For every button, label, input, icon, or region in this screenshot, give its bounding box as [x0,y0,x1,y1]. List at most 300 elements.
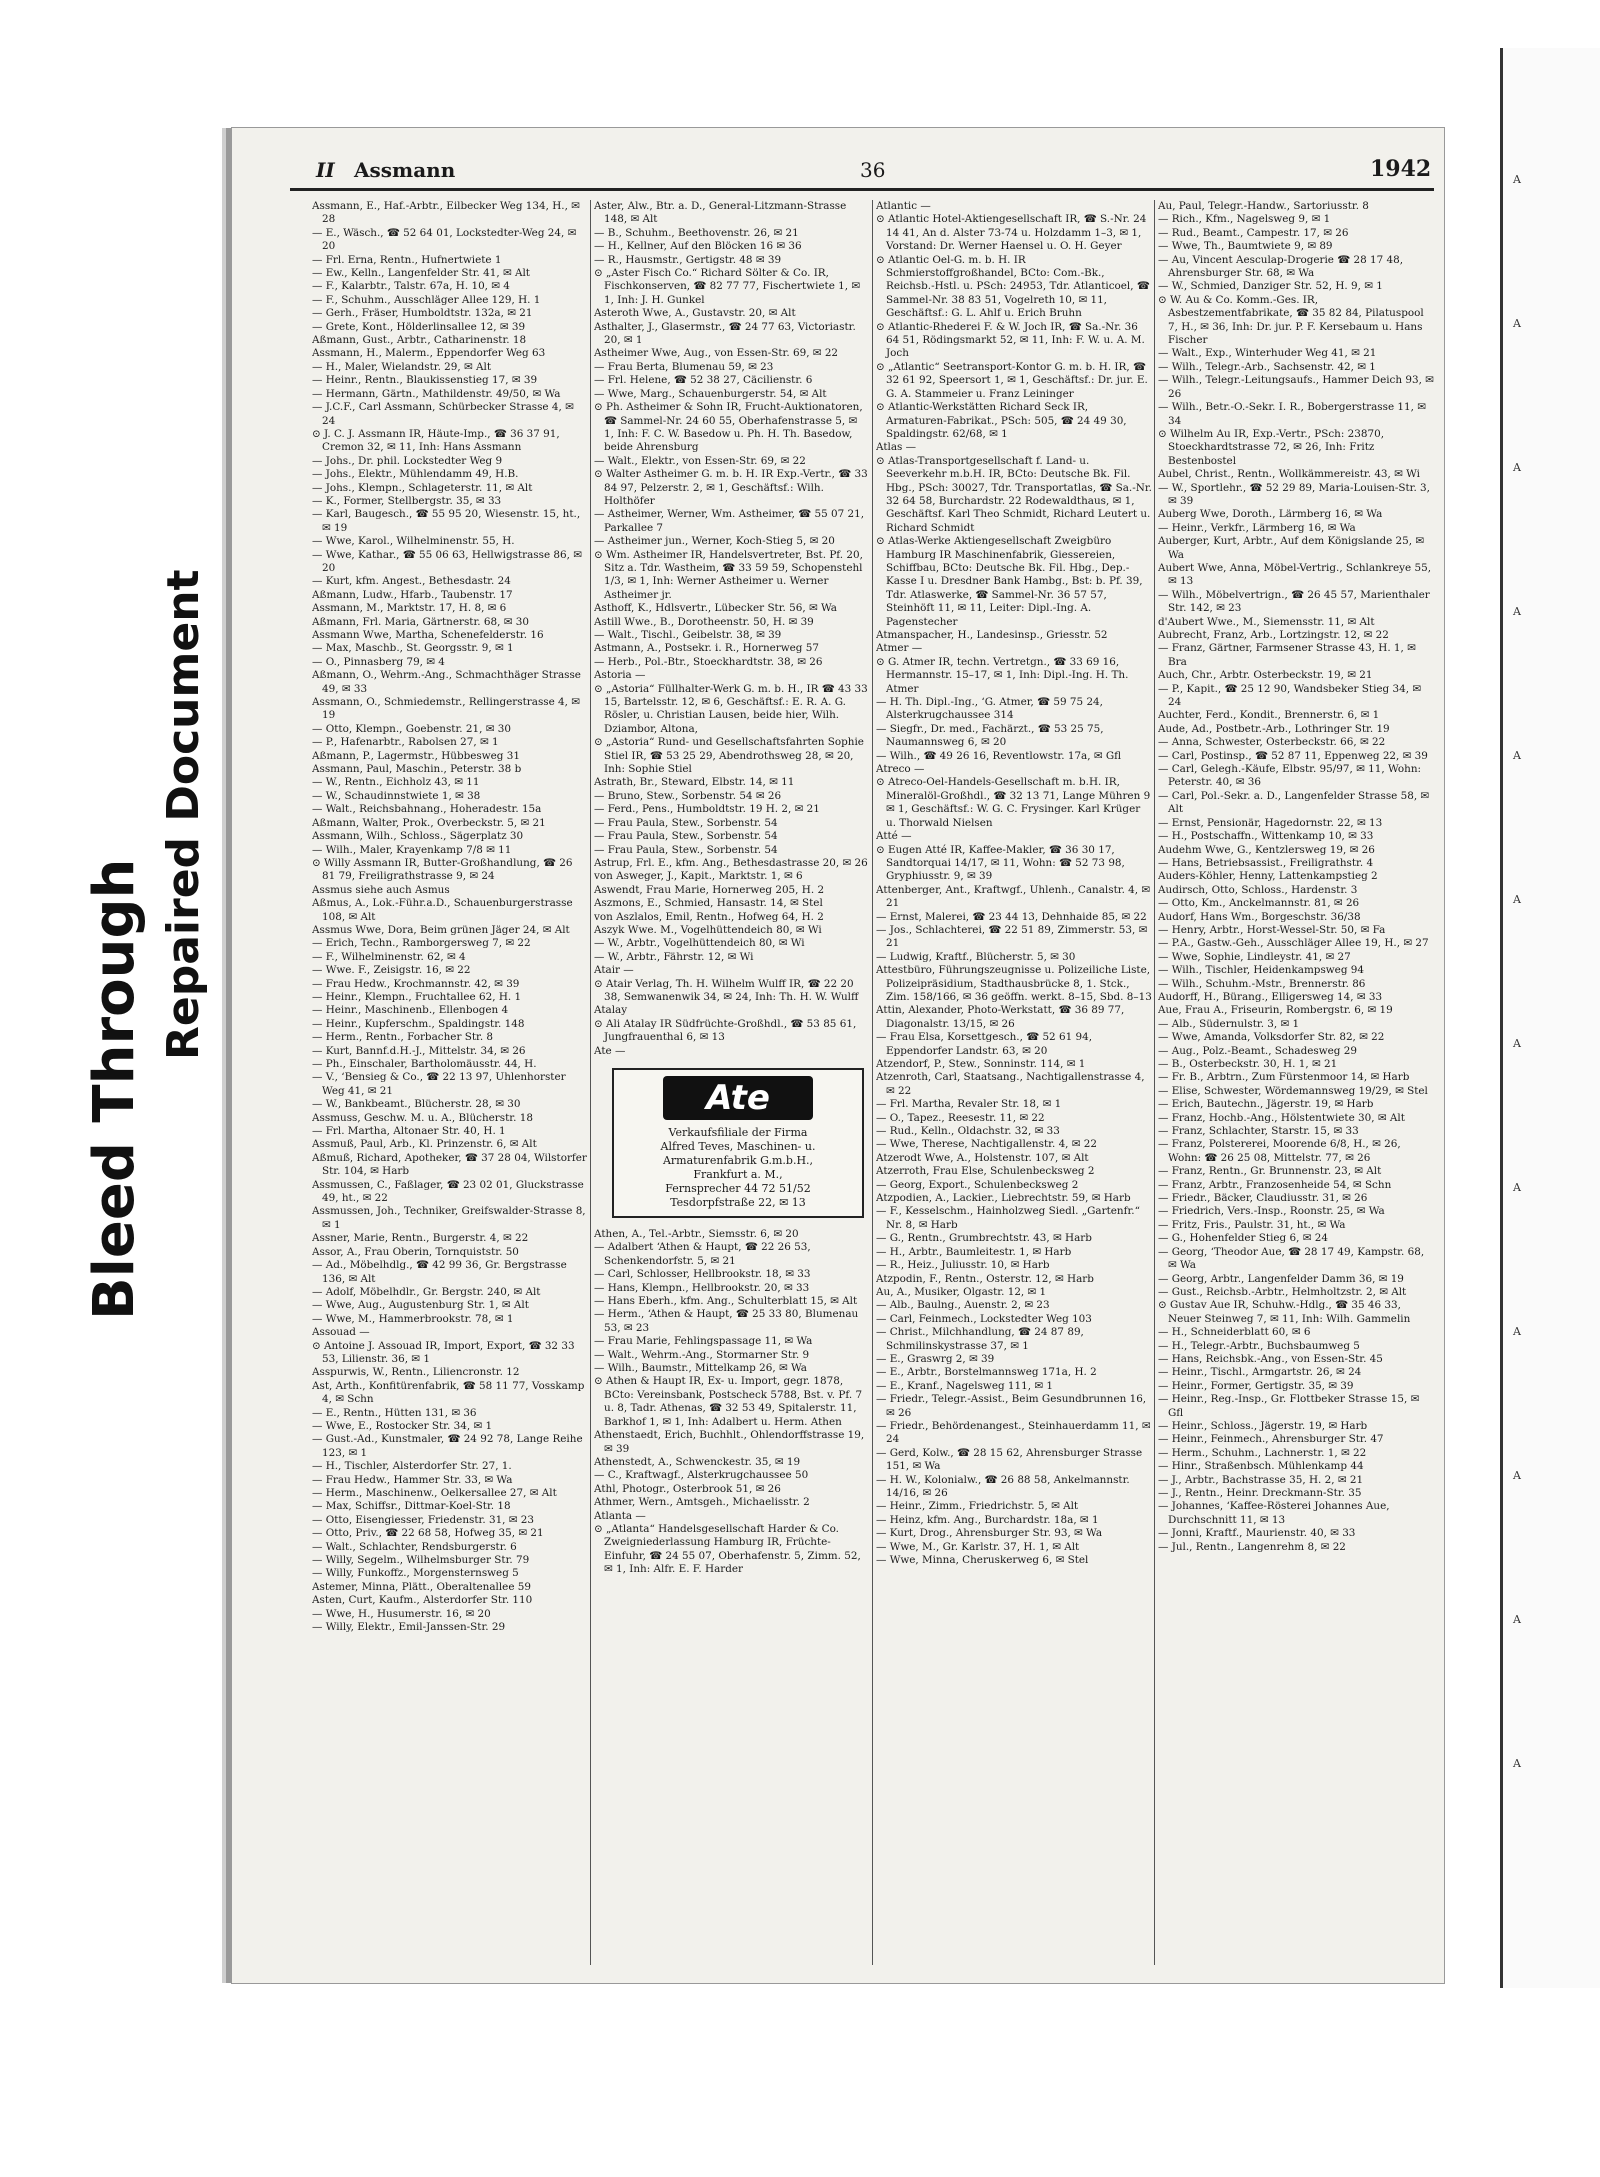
directory-entry: — H., Postschaffn., Wittenkamp 10, ✉ 33 [1158,830,1374,843]
directory-entry: — Frau Berta, Blumenau 59, ✉ 23 [594,360,774,373]
side-labels [60,280,250,1330]
directory-entry: Assmussen, C., Faßlager, ☎ 23 02 01, Gluckstrasse 49, ht., ✉ 22 [312,1178,584,1205]
directory-entry: Athenstedt, A., Schwenckestr. 35, ✉ 19 [594,1455,801,1468]
directory-entry: — Max, Maschb., St. Georgsstr. 9, ✉ 1 [312,642,514,655]
directory-entry: — Wwe, E., Rostocker Str. 34, ✉ 1 [312,1419,493,1432]
margin-fragment: A [1513,1181,1521,1194]
directory-entry: — Hans Eberh., kfm. Ang., Schulterblatt 15, ✉ Alt [594,1295,858,1308]
directory-entry: Attenberger, Ant., Kraftwgf., Uhlenh., Canalstr. 4, ✉ 21 [876,883,1151,910]
directory-entry: ⊙ „Atlantic“ Seetransport-Kontor G. m. b. H. IR, ☎ 32 61 92, Speersort 1, ✉ 1, Geschäftsf.: Dr. jur. E. G. A. Stammeier u. Franz Leininger [876,360,1148,400]
scan-top-margin [0,0,1600,60]
directory-entry: Astill Wwe., B., Dorotheenstr. 50, H. ✉ 39 [594,615,814,628]
directory-entry: — Siegfr., Dr. med., Fachärzt., ☎ 53 25 75, Naumannsweg 6, ✉ 20 [876,722,1104,749]
directory-entry: Asthalter, J., Glasermstr., ☎ 24 77 63, Victoriastr. 20, ✉ 1 [594,320,856,347]
directory-entry: — Wwe. F., Zeisigstr. 16, ✉ 22 [312,964,471,977]
directory-entry: — Frau Paula, Stew., Sorbenstr. 54 [594,843,778,856]
directory-entry: — Willy, Segelm., Wilhelmsburger Str. 79 [312,1554,530,1567]
directory-entry: ⊙ W. Au & Co. Komm.-Ges. IR, Asbestzementfabrikate, ☎ 35 82 84, Pilatuspool 7, H., ✉ 36, Inh: Dr. jur. P. F. Kersebaum u. Hans Fischer [1158,293,1424,347]
column-2-entries-c [594,1228,870,1577]
directory-entry: — Gust., Reichsb.-Arbtr., Helmholtzstr. 2, ✉ Alt [1158,1285,1407,1298]
directory-entry: — Alb., Südernulstr. 3, ✉ 1 [1158,1017,1300,1030]
header-name: Assmann [354,158,456,182]
directory-entry: — Herm., Schuhm., Lachnerstr. 1, ✉ 22 [1158,1446,1367,1459]
directory-entry: Aszmons, E., Schmied, Hansastr. 14, ✉ Stel [594,897,823,910]
directory-entry: — Herm., Rentn., Forbacher Str. 8 [312,1031,494,1044]
directory-entry: — Bruno, Stew., Sorbenstr. 54 ✉ 26 [594,789,782,802]
directory-entry: — O., Pinnasberg 79, ✉ 4 [312,655,445,668]
directory-entry: — Otto, Eisengiesser, Friedenstr. 31, ✉ 23 [312,1513,535,1526]
directory-entry: — Ew., Kelln., Langenfelder Str. 41, ✉ Alt [312,267,530,280]
directory-entry: ⊙ „Astoria“ Rund- und Gesellschaftsfahrten Sophie Stiel IR, ☎ 53 25 29, Abendrothsweg 28, ✉ 20, Inh: Sophie Stiel [594,736,864,776]
directory-entry: — Wilh., Telegr.-Leitungsaufs., Hammer Deich 93, ✉ 26 [1158,374,1434,400]
directory-entry: Assouad — [312,1326,370,1339]
directory-entry: — Heinr., Feinmech., Ahrensburger Str. 47 [1158,1433,1384,1446]
directory-entry: Au, A., Musiker, Olgastr. 12, ✉ 1 [876,1285,1047,1298]
directory-entry: — Frl. Martha, Revaler Str. 18, ✉ 1 [876,1098,1062,1111]
directory-entry: — W., Arbtr., Fährstr. 12, ✉ Wi [594,950,754,963]
directory-entry: — Friedr., Telegr.-Assist., Beim Gesundbrunnen 16, ✉ 26 [876,1393,1147,1419]
directory-entry: Aßmann, Ludw., Hfarb., Taubenstr. 17 [312,588,513,601]
directory-entry: Atzendorf, P., Stew., Sonninstr. 114, ✉ 1 [876,1058,1086,1070]
directory-entry: ⊙ Atlantic-Werkstätten Richard Seck IR, Armaturen-Fabrikat., PSch: 505, ☎ 24 49 30, Spaldingstr. 62/68, ✉ 1 [876,401,1127,440]
directory-entry: Atlantic — [876,200,931,212]
directory-entry: Atzerroth, Frau Else, Schulenbecksweg 2 [876,1165,1095,1178]
directory-entry: ⊙ G. Atmer IR, techn. Vertretgn., ☎ 33 69 16, Hermannstr. 15–17, ✉ 1, Inh: Dipl.-Ing. H. Th. Atmer [876,655,1129,695]
directory-entry: Au, Paul, Telegr.-Handw., Sartoriusstr. 8 [1158,200,1369,212]
directory-entry: ⊙ Gustav Aue IR, Schuhw.-Hdlg., ☎ 35 46 33, Neuer Steinweg 7, ✉ 11, Inh: Wilh. Gammelin [1158,1299,1411,1325]
column-rule [872,200,873,1965]
directory-entry: — Fritz, Fris., Paulstr. 31, ht., ✉ Wa [1158,1218,1346,1231]
directory-entry: ⊙ Wm. Astheimer IR, Handelsvertreter, Bst. Pf. 20, Sitz a. Tdr. Wastheim, ☎ 33 59 59, Schopenstehl 1/3, ✉ 1, Inh: Werner Astheimer u. Werner Astheimer jr. [594,548,863,601]
directory-entry: — Carl, Schlosser, Hellbrookstr. 18, ✉ 33 [594,1268,811,1281]
directory-entry: — Heinr., Former, Gertigstr. 35, ✉ 39 [1158,1379,1354,1392]
directory-entry: ⊙ „Aster Fisch Co.“ Richard Sölter & Co. IR, Fischkonserven, ☎ 82 77 77, Fischertwiete 1, ✉ 1, Inh: J. H. Gunkel [594,267,861,306]
margin-fragment: A [1513,317,1521,330]
directory-entry: — Wilh., Möbelvertrign., ☎ 26 45 57, Marienthaler Str. 142, ✉ 23 [1158,588,1430,615]
directory-entry: ⊙ Walter Astheimer G. m. b. H. IR Exp.-Vertr., ☎ 33 84 97, Pelzerstr. 2, ✉ 1, Geschäftsf.: Wilh. Holthöfer [594,468,868,507]
directory-entry: — Carl, Pol.-Sekr. a. D., Langenfelder Strasse 58, ✉ Alt [1158,789,1430,816]
column-2 [594,200,870,1970]
directory-entry: — Frau Paula, Stew., Sorbenstr. 54 [594,816,778,829]
directory-entry: Atlanta — [594,1509,646,1522]
page-number: 36 [860,158,886,182]
directory-entry: ⊙ Atlantic Hotel-Aktiengesellschaft IR, ☎ S.-Nr. 24 14 41, An d. Alster 73-74 u. Holzdamm 1–3, ✉ 1, Vorstand: Dr. Werner Haensel u. O. H. Geyer [876,213,1147,253]
directory-entry: — Karl, Baugesch., ☎ 55 95 20, Wiesenstr. 15, ht., ✉ 19 [312,508,581,534]
directory-entry: ⊙ Willy Assmann IR, Butter-Großhandlung, ☎ 26 81 79, Freiligrathstrasse 9, ✉ 24 [312,856,573,883]
directory-entry: — E., Rentn., Hütten 131, ✉ 36 [312,1406,477,1419]
directory-entry: — W., Bankbeamt., Blücherstr. 28, ✉ 30 [312,1098,521,1111]
directory-entry: — H., Tischler, Alsterdorfer Str. 27, 1. [312,1460,512,1473]
header-year: 1942 [1370,156,1432,182]
ate-ad-line: Tesdorpfstraße 22, ✉ 13 [670,1196,806,1209]
directory-entry: Aßmann, P., Lagermstr., Hübbesweg 31 [312,749,520,762]
directory-entry: — H. Th. Dipl.-Ing., ‘G. Atmer, ☎ 59 75 24, Alsterkrugchaussee 314 [876,696,1103,722]
directory-entry: — P., Hafenarbtr., Rabolsen 27, ✉ 1 [312,736,499,749]
directory-entry: — Elise, Schwester, Wördemannsweg 19/29, ✉ Stel [1158,1084,1428,1097]
directory-entry: — Hermann, Gärtn., Mathildenstr. 49/50, ✉ Wa [312,387,561,400]
directory-entry: — Heinr., Rentn., Blaukissenstieg 17, ✉ 39 [312,374,538,387]
column-rule [590,200,591,1965]
margin-fragment: A [1513,893,1521,906]
directory-entry: Assmann, O., Schmiedemstr., Rellingerstrasse 4, ✉ 19 [312,696,580,722]
directory-entry: — Georg, Export., Schulenbecksweg 2 [876,1178,1079,1191]
directory-entry: Attestbüro, Führungszeugnisse u. Polizeiliche Liste, Polizeipräsidium, Stadthausbrücke 8, 1. Stck., Zim. 158/166, ✉ 36 geöffn. werkt. 8–15, Sbd. 8–13 [876,964,1152,1003]
directory-entry: — Friedr., Behördenangest., Steinhauerdamm 11, ✉ 24 [876,1419,1151,1446]
directory-entry: — Franz, Schlachter, Starstr. 15, ✉ 33 [1158,1125,1359,1138]
directory-entry: Astemer, Minna, Plätt., Oberaltenallee 59 [312,1580,531,1593]
margin-fragment: A [1513,461,1521,474]
directory-entry: Atlas — [876,441,917,454]
directory-entry: Astheimer Wwe, Aug., von Essen-Str. 69, ✉ 22 [594,347,839,360]
directory-entry: — Heinr., Zimm., Friedrichstr. 5, ✉ Alt [876,1500,1079,1513]
directory-entry: Audorff, H., Bürang., Elligersweg 14, ✉ 33 [1158,990,1383,1003]
directory-entry: — Gust.-Ad., Kunstmaler, ☎ 24 92 78, Lange Reihe 123, ✉ 1 [312,1433,583,1459]
directory-entry: — Otto, Km., Anckelmannstr. 81, ✉ 26 [1158,897,1360,910]
ate-ad-line: Frankfurt a. M., [693,1168,783,1181]
margin-fragment: A [1513,1037,1521,1050]
directory-entry: — Wwe, M., Gr. Karlstr. 37, H. 1, ✉ Alt [876,1540,1080,1553]
directory-entry: Aßmann, Frl. Maria, Gärtnerstr. 68, ✉ 30 [312,615,529,628]
directory-entry: — H., Maler, Wielandstr. 29, ✉ Alt [312,360,492,373]
directory-entry: — Wwe, Kathar., ☎ 55 06 63, Hellwigstrasse 86, ✉ 20 [312,548,582,574]
directory-entry: — Hans, Reichsbk.-Ang., von Essen-Str. 45 [1158,1352,1383,1365]
directory-entry: — B., Schuhm., Beethovenstr. 26, ✉ 21 [594,226,799,239]
directory-entry: — Ernst, Malerei, ☎ 23 44 13, Dehnhaide 85, ✉ 22 [876,910,1147,923]
directory-entry: Assmussen, Joh., Techniker, Greifswalder-Strasse 8, ✉ 1 [312,1205,586,1231]
directory-entry: — Erich, Bautechn., Jägerstr. 19, ✉ Harb [1158,1098,1374,1111]
directory-entry: — Grete, Kont., Hölderlinsallee 12, ✉ 39 [312,320,526,333]
column-1 [312,200,588,1970]
directory-entry: — Frl. Helene, ☎ 52 38 27, Cäcilienstr. 6 [594,374,813,387]
directory-entry: ⊙ „Astoria“ Füllhalter-Werk G. m. b. H., IR ☎ 43 33 15, Bartelsstr. 12, ✉ 6, Geschäftsf.: E. R. A. G. Rösler, u. Christian Lausen, beide hier, Wilh. Dziambor, Altona, [594,682,868,735]
directory-entry: Aswendt, Frau Marie, Hornerweg 205, H. 2 [594,883,825,896]
directory-entry: — W., Sportlehr., ☎ 52 29 89, Maria-Louisen-Str. 3, ✉ 39 [1158,481,1430,507]
directory-entry: Atzpodin, F., Rentn., Osterstr. 12, ✉ Harb [876,1272,1094,1285]
page-content [290,128,1440,1983]
margin-fragment: A [1513,173,1521,186]
directory-entry: Asthoff, K., Hdlsvertr., Lübecker Str. 56, ✉ Wa [594,602,837,615]
directory-entry: Atalay [594,1004,628,1017]
directory-entry: — F., Schuhm., Ausschläger Allee 129, H. 1 [312,293,541,306]
page-header [290,152,1434,191]
directory-entry: Aue, Frau A., Friseurin, Rombergstr. 6, ✉ 19 [1158,1004,1393,1017]
directory-entry: Aude, Ad., Postbetr.-Arb., Lothringer Str. 19 [1158,722,1390,735]
directory-entry: — Astheimer, Werner, Wm. Astheimer, ☎ 55 07 21, Parkallee 7 [594,508,865,534]
directory-entry: — Fr. B., Arbtrn., Zum Fürstenmoor 14, ✉ Harb [1158,1071,1410,1084]
directory-entry: — Gerd, Kolw., ☎ 28 15 62, Ahrensburger Strasse 151, ✉ Wa [876,1446,1143,1473]
directory-entry: Aßmann, Walter, Prok., Overbeckstr. 5, ✉ 21 [312,816,546,829]
directory-entry: — G., Rentn., Grumbrechtstr. 43, ✉ Harb [876,1232,1092,1245]
directory-entry: — H., Kellner, Auf den Blöcken 16 ✉ 36 [594,240,802,253]
margin-fragment: A [1513,1469,1521,1482]
directory-entry: — Heinr., Maschinenb., Ellenbogen 4 [312,1004,509,1017]
directory-entry: — E., Arbtr., Borstelmannsweg 171a, H. 2 [876,1366,1097,1379]
directory-entry: — Willy, Funkoffz., Morgensternsweg 5 [312,1567,519,1580]
directory-entry: — Rud., Beamt., Campestr. 17, ✉ 26 [1158,226,1349,239]
directory-entry: — Frau Marie, Fehlingspassage 11, ✉ Wa [594,1335,813,1348]
directory-entry: — Herm., ‘Athen & Haupt, ☎ 25 33 80, Blumenau 53, ✉ 23 [594,1308,859,1334]
ate-logo: Ate [663,1076,813,1120]
directory-entry: Audirsch, Otto, Schloss., Hardenstr. 3 [1158,883,1358,896]
directory-entry: — P.A., Gastw.-Geh., Ausschläger Allee 19, H., ✉ 27 [1158,937,1429,950]
ate-ad-line: Verkaufsfiliale der Firma [668,1126,808,1139]
directory-entry: — Frau Hedw., Krochmannstr. 42, ✉ 39 [312,977,520,990]
directory-columns [290,200,1440,1970]
directory-entry: — H. W., Kolonialw., ☎ 26 88 58, Ankelmannstr. 14/16, ✉ 26 [876,1473,1130,1499]
directory-entry: — G., Hohenfelder Stieg 6, ✉ 24 [1158,1232,1328,1245]
directory-entry: — Carl, Feinmech., Lockstedter Weg 103 [876,1312,1092,1325]
directory-entry: — Kurt, Bannf.d.H.-J., Mittelstr. 34, ✉ 26 [312,1044,526,1057]
directory-entry: Aßmann, O., Wehrm.-Ang., Schmachthäger Strasse 49, ✉ 33 [312,669,581,695]
margin-fragment: A [1513,749,1521,762]
directory-entry: Aßmuß, Richard, Apotheker, ☎ 37 28 04, Wilstorfer Str. 104, ✉ Harb [312,1151,587,1178]
directory-entry: ⊙ Athen & Haupt IR, Ex- u. Import, gegr. 1878, BCto: Vereinsbank, Postscheck 5788, Bst. v. Pf. 7 u. 8, Tadr. Athenas, ☎ 32 53 49, Spitalerstr. 11, Barkhof 1, ✉ 1, Inh: Adalbert u. Herm. Athen [594,1375,863,1428]
directory-entry: Audehm Wwe, G., Kentzlersweg 19, ✉ 26 [1158,843,1375,856]
directory-entry: — W., Rentn., Eichholz 43, ✉ 11 [312,776,480,789]
column-2-entries [594,200,870,857]
directory-entry: — Hinr., Straßenbsch. Mühlenkamp 44 [1158,1460,1364,1473]
directory-entry: — Frau Paula, Stew., Sorbenstr. 54 [594,830,778,843]
directory-entry: — Wwe, Sophie, Lindleystr. 41, ✉ 27 [1158,950,1351,963]
directory-entry: — Heinz, kfm. Ang., Burchardstr. 18a, ✉ 1 [876,1513,1099,1526]
directory-entry: Auberg Wwe, Doroth., Lärmberg 16, ✉ Wa [1158,508,1383,521]
directory-entry: — W., Schmied, Danziger Str. 52, H. 9, ✉ 1 [1158,280,1383,293]
directory-entry: — J.C.F., Carl Assmann, Schürbecker Strasse 4, ✉ 24 [312,401,574,427]
column-2-entries-b [594,857,870,1058]
directory-entry: — Rud., Kelln., Oldachstr. 32, ✉ 33 [876,1125,1060,1138]
directory-entry: — K., Former, Stellbergstr. 35, ✉ 33 [312,494,502,507]
margin-fragment: A [1513,1757,1521,1770]
directory-entry: Aßmus, A., Lok.-Führ.a.D., Schauenburgerstrasse 108, ✉ Alt [312,897,573,923]
directory-entry: — Willy, Elektr., Emil-Janssen-Str. 29 [312,1621,506,1634]
directory-entry: — Adolf, Möbelhdlr., Gr. Bergstr. 240, ✉ Alt [312,1285,541,1298]
directory-entry: — Georg, ‘Theodor Aue, ☎ 28 17 49, Kampstr. 68, ✉ Wa [1158,1245,1425,1272]
directory-entry: — R., Hausmstr., Gertigstr. 48 ✉ 39 [594,253,782,266]
directory-entry: von Asweger, J., Kapit., Marktstr. 1, ✉ 6 [594,870,803,883]
directory-entry: Audorf, Hans Wm., Borgeschstr. 36/38 [1158,910,1361,923]
directory-entry: — Johs., Elektr., Mühlendamm 49, H.B. [312,468,519,481]
directory-entry: — P., Kapit., ☎ 25 12 90, Wandsbeker Stieg 34, ✉ 24 [1158,682,1422,709]
directory-entry: — Henry, Arbtr., Horst-Wessel-Str. 50, ✉ Fa [1158,923,1386,936]
directory-entry: — Wwe, Marg., Schauenburgerstr. 54, ✉ Alt [594,387,827,400]
directory-entry: Astrath, Br., Steward, Elbstr. 14, ✉ 11 [594,776,795,789]
directory-entry: — O., Tapez., Reesestr. 11, ✉ 22 [876,1111,1045,1124]
directory-entry: — Carl, Gelegh.-Käufe, Elbstr. 95/97, ✉ 11, Wohn: Peterstr. 40, ✉ 36 [1158,763,1422,789]
directory-entry: Ast, Arth., Konfitürenfabrik, ☎ 58 11 77, Vosskamp 4, ✉ Schn [312,1379,585,1406]
directory-entry: Assmann, Paul, Maschin., Peterstr. 38 b [312,763,522,776]
directory-entry: — Heinr., Kupferschm., Spaldingstr. 148 [312,1017,525,1030]
directory-entry: — Walt., Reichsbahnang., Hoheradestr. 15a [312,803,542,816]
directory-entry: — Heinr., Schloss., Jägerstr. 19, ✉ Harb [1158,1419,1368,1432]
directory-entry: Atmanspacher, H., Landesinsp., Griesstr. 52 [876,629,1108,641]
directory-entry: Atté — [876,830,912,843]
directory-entry: — E., Kranf., Nagelsweg 111, ✉ 1 [876,1379,1053,1392]
directory-entry: — J., Arbtr., Bachstrasse 35, H. 2, ✉ 21 [1158,1473,1364,1486]
directory-entry: — Carl, Postinsp., ☎ 52 87 11, Eppenweg 22, ✉ 39 [1158,749,1428,762]
directory-entry: ⊙ Atlantic-Rhederei F. & W. Joch IR, ☎ Sa.-Nr. 36 64 51, Rödingsmarkt 52, ✉ 11, Inh: F. W. u. A. M. Joch [876,320,1145,360]
directory-entry: Asspurwis, W., Rentn., Liliencronstr. 12 [312,1366,520,1379]
directory-entry: ⊙ Atair Verlag, Th. H. Wilhelm Wulff IR, ☎ 22 20 38, Semwanenwik 34, ✉ 24, Inh: Th. H. W. Wulff [594,977,859,1003]
directory-entry: — Erich, Techn., Ramborgersweg 7, ✉ 22 [312,937,531,950]
directory-entry: — Heinr., Reg.-Insp., Gr. Flottbeker Strasse 15, ✉ Gfl [1158,1393,1420,1419]
directory-entry: — Au, Vincent Aesculap-Drogerie ☎ 28 17 48, Ahrensburger Str. 68, ✉ Wa [1158,253,1404,280]
directory-entry: — Frau Elsa, Korsettgesch., ☎ 52 61 94, Eppendorfer Landstr. 63, ✉ 20 [876,1031,1093,1057]
directory-entry: — Wilh., Tischler, Heidenkampsweg 94 [1158,964,1365,977]
repaired-document-label: Repaired Document [158,569,209,1060]
directory-entry: — H., Telegr.-Arbtr., Buchsbaumweg 5 [1158,1339,1360,1352]
directory-entry: ⊙ „Atlanta“ Handelsgesellschaft Harder & Co. Zweigniederlassung Hamburg IR, Früchte-Einfuhr, ☎ 24 55 07, Oberhafenstr. 5, Zimm. 52, ✉ 1, Inh: Alfr. E. F. Harder [594,1522,861,1576]
directory-entry: — J., Rentn., Heinr. Dreckmann-Str. 35 [1158,1487,1362,1499]
directory-entry: Aubel, Christ., Rentn., Wollkämmereistr. 43, ✉ Wi [1158,468,1420,481]
directory-entry: — Alb., Baulng., Auenstr. 2, ✉ 23 [876,1299,1050,1312]
directory-entry: Astmann, A., Postsekr. i. R., Hornerweg 57 [594,642,819,655]
directory-entry: Assner, Marie, Rentn., Burgerstr. 4, ✉ 22 [312,1232,529,1245]
directory-entry: Attin, Alexander, Photo-Werkstatt, ☎ 36 89 77, Diagonalstr. 13/15, ✉ 26 [876,1004,1125,1030]
directory-entry: Ate — [594,1044,626,1057]
directory-entry: — Gerh., Fräser, Humboldtstr. 132a, ✉ 21 [312,307,533,320]
directory-entry: Atzerodt Wwe, A., Holstenstr. 107, ✉ Alt [876,1151,1089,1164]
directory-entry: — R., Heiz., Juliusstr. 10, ✉ Harb [876,1259,1050,1272]
directory-entry: ⊙ Eugen Atté IR, Kaffee-Makler, ☎ 36 30 17, Sandtorquai 14/17, ✉ 11, Wohn: ☎ 52 73 98, Gryphiusstr. 9, ✉ 39 [876,843,1125,883]
directory-entry: Athenstaedt, Erich, Buchhlt., Ohlendorffstrasse 19, ✉ 39 [594,1429,865,1455]
directory-entry: Asteroth Wwe, A., Gustavstr. 20, ✉ Alt [594,307,796,320]
directory-entry: Assmuss, Geschw. M. u. A., Blücherstr. 18 [312,1111,533,1124]
directory-entry: — Rich., Kfm., Nagelsweg 9, ✉ 1 [1158,213,1331,226]
directory-entry: ⊙ Atlantic Oel-G. m. b. H. IR Schmierstoffgroßhandel, BCto: Com.-Bk., Reichsb.-Hstl. u. PSch: 24953, Tdr. Atlanticoel, ☎ Sammel-Nr. 38 83 51, Vogelreth 10, ✉ 11, Geschäftsf.: G. L. Ahlf u. Erich Bruhn [876,253,1150,320]
directory-entry: Atzpodien, A., Lackier., Liebrechtstr. 59, ✉ Harb [876,1192,1131,1205]
directory-entry: Atzenroth, Carl, Staatsang., Nachtigallenstrasse 4, ✉ 22 [876,1071,1145,1097]
directory-entry: — Franz, Gärtner, Farmsener Strasse 43, H. 1, ✉ Bra [1158,642,1416,668]
directory-entry: — Franz, Hochb.-Ang., Hölstentwiete 30, ✉ Alt [1158,1111,1405,1124]
ate-ad-line: Fernsprecher 44 72 51/52 [665,1182,811,1195]
margin-fragment: A [1513,1613,1521,1626]
directory-entry: — Johs., Dr. phil. Lockstedter Weg 9 [312,454,503,467]
directory-entry: ⊙ Ali Atalay IR Südfrüchte-Großhdl., ☎ 53 85 61, Jungfrauenthal 6, ✉ 13 [594,1017,857,1044]
directory-entry: — Herb., Pol.-Btr., Stoeckhardtstr. 38, ✉ 26 [594,655,823,668]
directory-entry: — V., ‘Bensieg & Co., ☎ 22 13 97, Uhlenhorster Weg 41, ✉ 21 [312,1071,566,1097]
directory-entry: — F., Kesselschm., Hainholzweg Siedl. „Gartenfr.“ Nr. 8, ✉ Harb [876,1205,1140,1231]
next-page-edge [1500,48,1600,1988]
directory-entry: — Wilh., Telegr.-Arb., Sachsenstr. 42, ✉ 1 [1158,360,1376,373]
directory-entry: ⊙ Atreco-Oel-Handels-Gesellschaft m. b.H. IR, Mineralöl-Großhdl., ☎ 32 13 71, Lange Mühren 9 ✉ 1, Geschäftsf.: W. G. C. Frysinger. Karl Krüger u. Thorwald Nielsen [876,776,1151,829]
directory-entry: Assor, A., Frau Oberin, Tornquiststr. 50 [312,1245,519,1258]
directory-entry: Assmann, E., Haf.-Arbtr., Eilbecker Weg 134, H., ✉ 28 [312,200,580,226]
margin-fragment: A [1513,605,1521,618]
ate-ad-text [618,1126,858,1210]
ate-advertisement [612,1068,864,1218]
directory-entry: — Johannes, ‘Kaffee-Rösterei Johannes Aue, Durchschnitt 11, ✉ 13 [1158,1500,1390,1526]
ate-ad-line: Armaturenfabrik G.m.b.H., [662,1154,814,1167]
directory-entry: — Adalbert ‘Athen & Haupt, ☎ 22 26 53, Schenkendorfstr. 5, ✉ 21 [594,1241,811,1267]
directory-entry: — Friedr., Bäcker, Claudiusstr. 31, ✉ 26 [1158,1192,1368,1205]
directory-entry: — Heinr., Tischl., Armgartstr. 26, ✉ 24 [1158,1366,1362,1379]
directory-entry: — Franz, Polstererei, Moorende 6/8, H., ✉ 26, Wohn: ☎ 26 25 08, Mittelstr. 77, ✉ 26 [1158,1138,1401,1164]
directory-entry: — Ph., Einschaler, Bartholomäusstr. 44, H. [312,1058,537,1070]
column-rule [1154,200,1155,1965]
directory-entry: — H., Arbtr., Baumleitestr. 1, ✉ Harb [876,1245,1072,1258]
directory-entry: — Jos., Schlachterei, ☎ 22 51 89, Zimmerstr. 53, ✉ 21 [876,923,1148,950]
directory-entry: Athmer, Wern., Amtsgeh., Michaelisstr. 2 [594,1496,810,1509]
directory-entry: Assmann, M., Marktstr. 17, H. 8, ✉ 6 [312,602,507,615]
directory-entry: Assmann, H., Malerm., Eppendorfer Weg 63 [312,347,546,360]
directory-entry: — Franz, Rentn., Gr. Brunnenstr. 23, ✉ Alt [1158,1165,1382,1178]
directory-entry: — Wilh., Schuhm.-Mstr., Brennerstr. 86 [1158,977,1366,990]
directory-entry: Auch, Chr., Arbtr. Osterbeckstr. 19, ✉ 21 [1158,669,1373,682]
directory-entry: — Wilh., Maler, Krayenkamp 7/8 ✉ 11 [312,843,512,856]
directory-page [232,128,1444,1983]
directory-entry: Auberger, Kurt, Arbtr., Auf dem Königslande 25, ✉ Wa [1158,535,1425,561]
directory-entry: — E., Wäsch., ☎ 52 64 01, Lockstedter-Weg 24, ✉ 20 [312,226,577,253]
directory-entry: — Kurt, kfm. Angest., Bethesdastr. 24 [312,575,511,588]
directory-entry: ⊙ Atlas-Transportgesellschaft f. Land- u. Seeverkehr m.b.H. IR, BCto: Deutsche Bk. Fil. Hbg., PSch: 30027, Tdr. Transportatlas, ☎ Sa.-Nr. 32 64 58, Burchardstr. 22 Rodewaldthaus, ✉ 1, Geschäftsf. Karl Theo Schmidt, Richard Leutert u. Richard Schmidt [876,454,1152,534]
directory-entry: — Johs., Klempn., Schlageterstr. 11, ✉ Alt [312,481,533,494]
ate-ad-line: Alfred Teves, Maschinen- u. [660,1140,816,1153]
directory-entry: — Anna, Schwester, Osterbeckstr. 66, ✉ 22 [1158,736,1386,749]
directory-entry: — C., Kraftwagf., Alsterkrugchaussee 50 [594,1469,809,1482]
directory-entry: Assmus Wwe, Dora, Beim grünen Jäger 24, ✉ Alt [312,923,570,936]
directory-entry: — Jonni, Kraftf., Maurienstr. 40, ✉ 33 [1158,1527,1356,1540]
directory-entry: — W., Arbtr., Vogelhüttendeich 80, ✉ Wi [594,937,805,950]
directory-entry: — Wwe, Minna, Cheruskerweg 6, ✉ Stel [876,1554,1089,1567]
directory-entry: Assmann, Wilh., Schloss., Sägerplatz 30 [312,830,524,843]
directory-entry: — E., Graswrg 2, ✉ 39 [876,1352,995,1365]
directory-entry: — Walt., Tischl., Geibelstr. 38, ✉ 39 [594,629,782,641]
directory-entry: Athen, A., Tel.-Arbtr., Siemsstr. 6, ✉ 20 [594,1228,799,1240]
directory-entry: Assmus siehe auch Asmus [312,883,450,896]
section-number: II [316,158,335,182]
directory-entry: — B., Osterbeckstr. 30, H. 1, ✉ 21 [1158,1058,1338,1070]
directory-entry: Astoria — [594,669,646,682]
directory-entry: — Heinr., Verkfr., Lärmberg 16, ✉ Wa [1158,521,1356,534]
directory-entry: d'Aubert Wwe., M., Siemensstr. 11, ✉ Alt [1158,615,1375,628]
directory-entry: — Wilh., ☎ 49 26 16, Reventlowstr. 17a, ✉ Gfl [876,749,1122,762]
directory-entry: — Walt., Wehrm.-Ang., Stormarner Str. 9 [594,1348,810,1361]
directory-entry: Aster, Alw., Btr. a. D., General-Litzmann-Strasse 148, ✉ Alt [594,200,847,226]
directory-entry: — Hans, Klempn., Hellbrookstr. 20, ✉ 33 [594,1281,810,1294]
directory-entry: Aszyk Wwe. M., Vogelhüttendeich 80, ✉ Wi [594,923,822,936]
directory-entry: ⊙ Wilhelm Au IR, Exp.-Vertr., PSch: 23870, Stoeckhardtstrasse 72, ✉ 26, Inh: Fritz Bestenbostel [1158,427,1385,467]
directory-entry: ⊙ Antoine J. Assouad IR, Import, Export, ☎ 32 33 53, Lilienstr. 36, ✉ 1 [312,1339,575,1365]
directory-entry: — Friedrich, Vers.-Insp., Roonstr. 25, ✉ Wa [1158,1205,1385,1218]
bleed-through-label: Bleed Through [82,858,147,1320]
directory-entry: ⊙ Ph. Astheimer & Sohn IR, Frucht-Auktionatoren, ☎ Sammel-Nr. 24 60 55, Oberhafenstrasse 5, ✉ 1, Inh: F. C. W. Basedow u. Ph. H. Th. Basedow, beide Ahrensburg [594,401,863,454]
directory-entry: — Wwe, Th., Baumtwiete 9, ✉ 89 [1158,240,1333,253]
directory-entry: Auders-Köhler, Henny, Lattenkampstieg 2 [1158,870,1378,883]
directory-entry: — Georg, Arbtr., Langenfelder Damm 36, ✉ 19 [1158,1272,1404,1285]
directory-entry: — W., Schaudinnstwiete 1, ✉ 38 [312,789,481,802]
directory-entry: — Franz, Arbtr., Franzosenheide 54, ✉ Schn [1158,1178,1392,1191]
directory-entry: Atair — [594,964,634,977]
directory-entry: Assmann Wwe, Martha, Schenefelderstr. 16 [312,629,544,641]
directory-entry: — Heinr., Klempn., Fruchtallee 62, H. 1 [312,990,522,1003]
directory-entry: — Wwe, Karol., Wilhelminenstr. 55, H. [312,535,515,548]
directory-entry: — Wilh., Betr.-O.-Sekr. I. R., Bobergerstrasse 11, ✉ 34 [1158,401,1426,427]
directory-entry: — Ludwig, Kraftf., Blücherstr. 5, ✉ 30 [876,950,1076,963]
directory-entry: Aubert Wwe, Anna, Möbel-Vertrig., Schlankreye 55, ✉ 13 [1158,561,1432,588]
directory-entry: — Otto, Priv., ☎ 22 68 58, Hofweg 35, ✉ 21 [312,1527,544,1540]
directory-entry: — Frau Hedw., Hammer Str. 33, ✉ Wa [312,1473,513,1486]
directory-entry: Atreco — [876,763,925,776]
directory-entry: — H., Schneiderblatt 60, ✉ 6 [1158,1326,1311,1339]
directory-entry: — Wwe, M., Hammerbrookstr. 78, ✉ 1 [312,1312,514,1325]
directory-entry: — Herm., Maschinenw., Oelkersallee 27, ✉ Alt [312,1487,557,1499]
directory-entry: — Ferd., Pens., Humboldtstr. 19 H. 2, ✉ 21 [594,803,820,816]
directory-entry: Aßmann, Gust., Arbtr., Catharinenstr. 18 [312,334,527,347]
directory-entry: — Frl. Martha, Altonaer Str. 40, H. 1 [312,1125,506,1138]
directory-entry: — Kurt, Drog., Ahrensburger Str. 93, ✉ Wa [876,1527,1103,1540]
directory-entry: — Walt., Schlachter, Rendsburgerstr. 6 [312,1540,517,1553]
directory-entry: — Aug., Polz.-Beamt., Schadesweg 29 [1158,1044,1357,1057]
